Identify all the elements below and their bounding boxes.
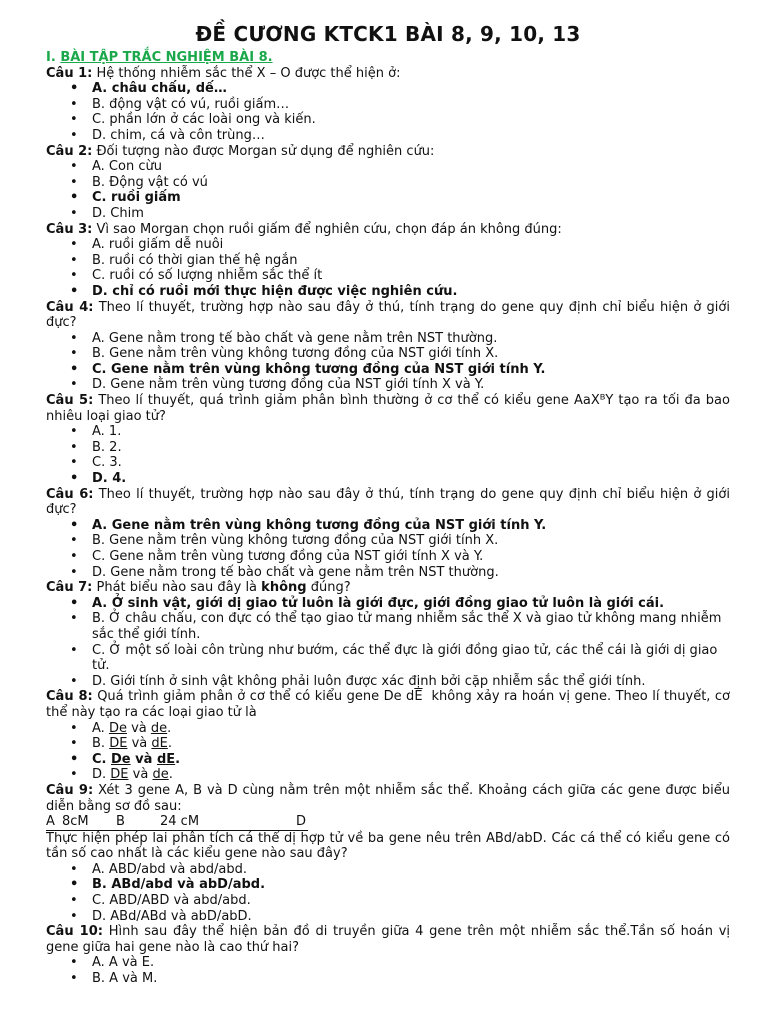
question-7 — [46, 580, 730, 596]
option-c: • C. Gene nằm trên vùng tương đồng của NST giới tính X và Y. — [92, 549, 730, 565]
question-text-end: đúng? — [310, 580, 351, 596]
question-text: Theo lí thuyết, trường hợp nào sau đây ở thú, tính trạng do gene quy định chỉ biểu hiện ở giới đực? — [46, 486, 730, 518]
question-label: Câu 4: — [46, 299, 94, 315]
question-1-options — [46, 81, 730, 143]
option-d: • D. 4. — [92, 471, 730, 487]
option-end: . — [167, 736, 172, 752]
question-10-options — [46, 955, 730, 986]
gene-a-label: A — [46, 814, 55, 830]
question-text: Phát biểu nào sau đây là — [96, 580, 258, 596]
question-4-options — [46, 331, 730, 393]
question-label: Câu 7: — [46, 580, 93, 596]
question-5 — [46, 393, 730, 424]
gene-d-label: D — [296, 814, 307, 830]
option-d: • D. Chim — [92, 206, 730, 222]
option-conj: và — [132, 767, 149, 783]
option-d — [92, 767, 730, 783]
option-conj: và — [131, 736, 148, 752]
option-prefix: C. — [92, 751, 107, 767]
question-text: Xét 3 gene A, B và D cùng nằm trên một nhiễm sắc thể. Khoảng cách giữa các gene được biểu diễn bằng sơ đồ sau: — [46, 782, 730, 814]
question-9-continuation: Thực hiện phép lai phân tích cá thể dị hợp tử về ba gene nêu trên ABd/abD. Các cá thể có kiểu gene có tần số cao nhất là các kiểu gene nào sau đây? — [46, 830, 730, 862]
option-b: • B. Động vật có vú — [92, 175, 730, 191]
option-d: • D. Gene nằm trong tế bào chất và gene nằm trên NST thường. — [92, 565, 730, 581]
gamete-1: De — [108, 720, 127, 736]
option-c: • C. phần lớn ở các loài ong và kiến. — [92, 112, 730, 128]
question-text: Vì sao Morgan chọn ruồi giấm để nghiên cứu, chọn đáp án không đúng: — [96, 221, 562, 237]
option-b: • B. A và M. — [92, 971, 730, 987]
option-b: • B. 2. — [92, 440, 730, 456]
option-a: • A. Gene nằm trên vùng không tương đồng của NST giới tính Y. — [92, 518, 730, 534]
option-b: • B. Gene nằm trên vùng không tương đồng của NST giới tính X. — [92, 533, 730, 549]
gamete-2: dE — [151, 736, 168, 752]
option-b: • B. ABd/abd và abD/abd. — [92, 877, 730, 893]
question-text: Hệ thống nhiễm sắc thể X – O được thể hiện ở: — [96, 65, 401, 81]
question-9 — [46, 783, 730, 814]
question-label: Câu 5: — [46, 393, 94, 409]
gamete-2: de — [152, 767, 169, 783]
document-title: ĐỀ CƯƠNG KTCK1 BÀI 8, 9, 10, 13 — [195, 22, 581, 46]
option-b: • B. ruồi có thời gian thế hệ ngắn — [92, 253, 730, 269]
option-d: • D. ABd/ABd và abD/abD. — [92, 909, 730, 925]
option-a: • A. ruồi giấm dễ nuôi — [92, 237, 730, 253]
option-conj: và — [135, 751, 153, 767]
question-7-options — [46, 596, 730, 690]
question-9-options — [46, 862, 730, 924]
option-end: . — [167, 720, 172, 736]
gamete-1: De — [111, 751, 131, 767]
option-a: • A. 1. — [92, 424, 730, 440]
distance-ab-label: 8cM — [62, 814, 89, 830]
option-prefix: A. — [92, 720, 105, 736]
question-label: Câu 10: — [46, 924, 103, 940]
option-c — [92, 752, 730, 768]
gamete-2: de — [150, 720, 168, 736]
option-c: • C. ruồi có số lượng nhiễm sắc thể ít — [92, 268, 730, 284]
distance-bd-label: 24 cM — [160, 814, 200, 830]
question-6-options — [46, 518, 730, 580]
question-text-end: không xảy ra hoán vị gene. Theo lí thuyết, cơ thể này tạo ra các loại giao tử là — [46, 689, 735, 720]
question-2 — [46, 144, 730, 160]
option-c: • C. Gene nằm trên vùng không tương đồng của NST giới tính Y. — [92, 362, 730, 378]
option-d: • D. Gene nằm trên vùng tương đồng của NST giới tính X và Y. — [92, 377, 730, 393]
question-8 — [46, 689, 735, 720]
question-label: Câu 8: — [46, 689, 93, 705]
genotype-overline: $\overline{E}$ — [414, 689, 423, 705]
option-d: • D. chim, cá và côn trùng… — [92, 128, 730, 144]
question-label: Câu 6: — [46, 486, 94, 502]
option-a: • A. Gene nằm trong tế bào chất và gene nằm trên NST thường. — [92, 331, 730, 347]
gamete-1: DE — [109, 736, 128, 752]
option-a: • A. Con cừu — [92, 159, 730, 175]
gene-b-label: B — [116, 814, 125, 830]
option-d: • D. Giới tính ở sinh vật không phải luôn được xác định bởi cặp nhiễm sắc thể giới tính. — [92, 674, 730, 690]
option-b: • B. Ở châu chấu, con đực có thể tạo giao tử mang nhiễm sắc thể X và giao tử không mang nhiễm sắc thể giới tính. — [92, 611, 730, 642]
question-text: Theo lí thuyết, trường hợp nào sau đây ở thú, tính trạng do gene quy định chỉ biểu hiện ở giới đực? — [46, 299, 730, 331]
option-c: • C. Ở một số loài côn trùng như bướm, các thể đực là giới đồng giao tử, các thể cái là giới dị giao tử. — [92, 643, 730, 674]
option-a — [92, 721, 730, 737]
question-text: Theo lí thuyết, quá trình giảm phân bình thường ở cơ thể có kiểu gene AaXᴮY tạo ra tối đa bao nhiêu loại giao tử? — [46, 393, 730, 424]
option-end: . — [168, 767, 173, 783]
question-8-options — [46, 721, 730, 783]
option-b — [92, 736, 730, 752]
option-a: • A. Ở sinh vật, giới dị giao tử luôn là giới đực, giới đồng giao tử luôn là giới cái. — [92, 596, 730, 612]
question-1 — [46, 66, 730, 82]
question-text: Quá trình giảm phân ở cơ thể có kiểu gene De d — [97, 689, 415, 705]
question-4 — [46, 300, 730, 331]
gamete-2: dE — [156, 751, 176, 767]
question-3-options — [46, 237, 730, 299]
question-3 — [46, 222, 730, 238]
section-number: I. — [46, 50, 56, 65]
question-emphasis: không — [261, 580, 307, 596]
option-prefix: D. — [92, 767, 107, 783]
gamete-1: DE — [110, 767, 129, 783]
question-6 — [46, 487, 730, 518]
section-title: BÀI TẬP TRẮC NGHIỆM BÀI 8. — [60, 50, 273, 65]
option-c: • C. ABD/ABD và abd/abd. — [92, 893, 730, 909]
question-label: Câu 2: — [46, 143, 93, 159]
option-a: • A. châu chấu, dế… — [92, 81, 730, 97]
option-b: • B. động vật có vú, ruồi giấm… — [92, 97, 730, 113]
question-2-options — [46, 159, 730, 221]
question-10 — [46, 924, 730, 955]
question-text: Hình sau đây thể hiện bản đồ di truyền giữa 4 gene trên một nhiễm sắc thể.Tần số hoán vị gene giữa hai gene nào là cao thứ hai? — [46, 924, 731, 955]
question-text: Đối tượng nào được Morgan sử dụng để nghiên cứu: — [96, 143, 435, 159]
question-label: Câu 1: — [46, 65, 93, 81]
gene-distance-diagram — [46, 814, 308, 831]
section-heading — [46, 50, 730, 66]
option-d: • D. chỉ có ruồi mới thực hiện được việc nghiên cứu. — [92, 284, 730, 300]
question-label: Câu 9: — [46, 782, 94, 798]
option-prefix: B. — [92, 736, 106, 752]
option-end: . — [175, 751, 181, 767]
question-5-options — [46, 424, 730, 486]
option-c: • C. 3. — [92, 455, 730, 471]
option-conj: và — [131, 720, 147, 736]
question-label: Câu 3: — [46, 221, 93, 237]
option-b: • B. Gene nằm trên vùng không tương đồng của NST giới tính X. — [92, 346, 730, 362]
option-a: • A. A và E. — [92, 955, 730, 971]
option-c: • C. ruồi giấm — [92, 190, 730, 206]
option-a: • A. ABD/abd và abd/abd. — [92, 862, 730, 878]
